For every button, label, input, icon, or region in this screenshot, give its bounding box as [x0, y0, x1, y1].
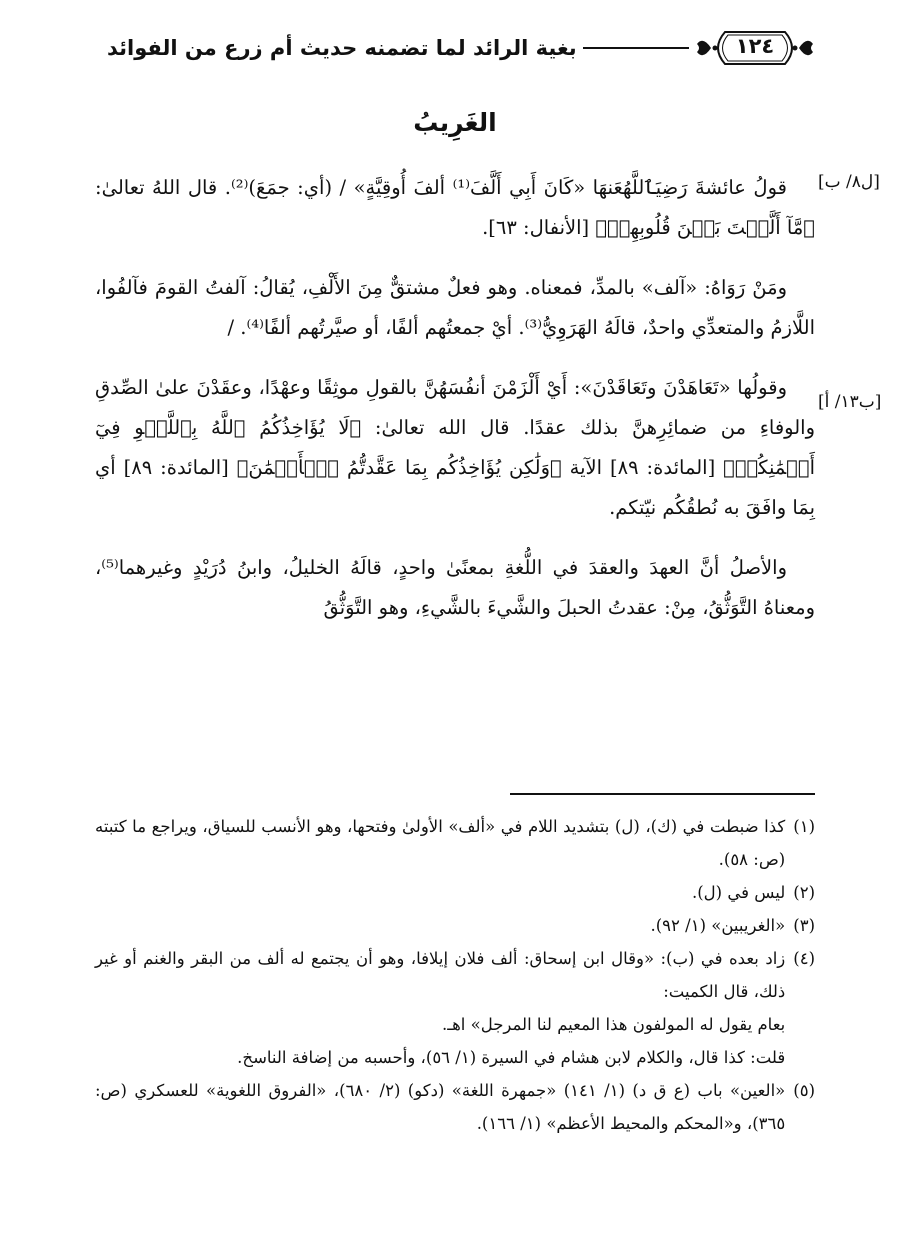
running-title: بغية الرائد لما تضمنه حديث أم زرع من الفوائد [107, 36, 577, 60]
main-text [95, 168, 815, 648]
page-number-badge [695, 26, 815, 70]
footnote-text: ليس في (ل). [691, 883, 786, 902]
footnote-text: زاد بعده في (ب): «وقال ابن إسحاق: ألف فلان إيلافا، وهو أن يجتمع له ألف من البقر والغنم أو غير ذلك، قال الكميت: [95, 949, 786, 1001]
footnote-number: (٤) [793, 949, 815, 968]
footnotes [95, 810, 815, 1140]
footnote-number: (٢) [793, 883, 815, 902]
footnote [95, 810, 815, 876]
footnote-number: (٥) [793, 1081, 815, 1100]
footnote-text: «الغريبين» (١/ ٩٢). [650, 916, 786, 935]
footnote [95, 942, 815, 1074]
running-header [95, 26, 815, 70]
footnote-text: قلت: كذا قال، والكلام لابن هشام في السيرة (١/ ٥٦)، وأحسبه من إضافة الناسخ. [237, 1048, 786, 1067]
footnote-divider [510, 793, 815, 795]
paragraph: قولُ عائشةَ رَضِيَٱللَّهُعَنهَا «كَانَ أَبِي أَلَّفَ⁽¹⁾ ألفَ أُوقِيَّةٍ» / (أي: جمَعَ)⁽²⁾. قال اللهُ تعالىٰ: ﴿مَّآ أَلَّفۡتَ بَيۡنَ قُلُوبِهِمۡ﴾ [الأنفال: ٦٣]. [95, 176, 815, 239]
paragraph: والأصلُ أنَّ العهدَ والعقدَ في اللُّغةِ بمعنًىٰ واحدٍ، قالَهُ الخليلُ، وابنُ دُرَيْدٍ وغيرهما⁽⁵⁾، ومعناهُ التَّوَثُّقُ، مِنْ: عقدتُ الحبلَ والشَّيءَ بالشَّيءِ، وهو التَّوَثُّقُ [95, 556, 815, 619]
footnote-number: (١) [793, 817, 815, 836]
footnote [95, 876, 815, 909]
manuscript-ref-b13a: [ب١٣/ أ] [818, 392, 882, 412]
footnote [95, 909, 815, 942]
paragraph: وقولُها «تَعَاهَدْنَ وتَعَاقَدْنَ»: أَيْ أَلْزَمْنَ أنفُسَهُنَّ بالقولِ موثِقًا وعهْدًا، وعقَدْنَ علىٰ الصِّدقِ والوفاءِ من ضمائِرِهنَّ بذلك عقدًا. قال الله تعالىٰ: ﴿لَا يُؤَاخِذُكُمُ ٱللَّهُ بِٱللَّغۡوِ فِيٓ أَيۡمَٰنِكُمۡ﴾ [المائدة: ٨٩] الآية ﴿وَلَٰكِن يُؤَاخِذُكُم بِمَا عَقَّدتُّمُ ٱلۡأَيۡمَٰنَ﴾ [المائدة: ٨٩] أي بِمَا وافَقَ به نُطقُكُم نيّتكم. [95, 376, 815, 519]
section-heading: الغَرِيبُ [413, 108, 497, 137]
footnote-verse: بعام يقول له المولفون هذا المعيم لنا المرجل» اهـ. [442, 1015, 786, 1034]
footnote [95, 1074, 815, 1140]
manuscript-ref-l8b: [ل٨/ ب] [818, 172, 880, 192]
header-rule [583, 47, 689, 49]
footnote-text: كذا ضبطت في (ك)، (ل) بتشديد اللام في «ألف» الأولىٰ وفتحها، وهو الأنسب للسياق، ويراجع ما كتبته (ص: ٥٨). [95, 817, 786, 869]
footnote-text: «العين» باب (ع ق د) (١/ ١٤١) «جمهرة اللغة» (دكو) (٢/ ٦٨٠)، «الفروق اللغوية» للعسكري (ص: ٣٦٥)، و«المحكم والمحيط الأعظم» (١/ ١٦٦). [95, 1081, 786, 1133]
footnote-number: (٣) [793, 916, 815, 935]
page-number: ١٢٤ [735, 34, 775, 58]
paragraph: ومَنْ رَوَاهُ: «آلف» بالمدِّ، فمعناه. وهو فعلٌ مشتقٌّ مِنَ الأَلْفِ، يُقالُ: آلفتُ القومَ فآلفُوا، اللَّازمُ والمتعدِّي واحدٌ، قالَهُ الهَرَوِيُّ⁽³⁾. أيْ جمعتُهم ألفًا، أو صيَّرتُهم ألفًا⁽⁴⁾. / [95, 276, 815, 339]
